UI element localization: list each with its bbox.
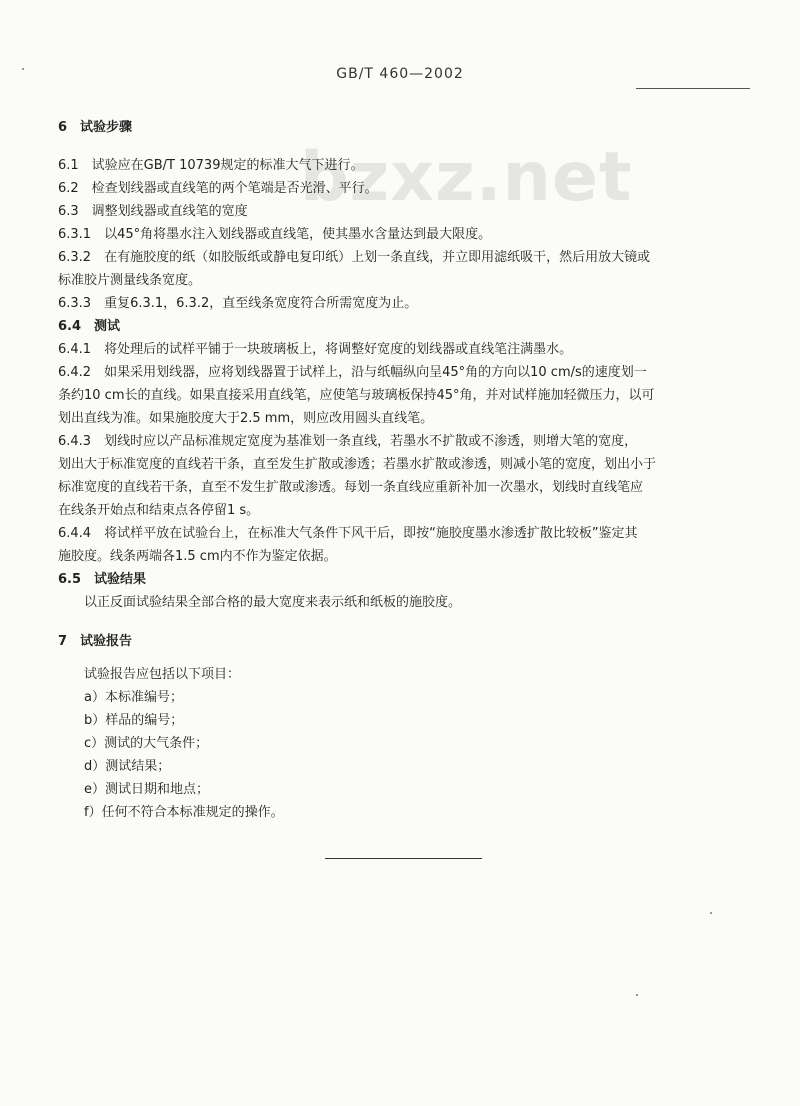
clause-6-3: 6.3 调整划线器或直线笔的宽度 bbox=[58, 204, 248, 219]
report-item-c: c）测试的大气条件； bbox=[84, 736, 209, 751]
header-rule bbox=[636, 88, 750, 89]
scan-speck bbox=[636, 994, 638, 996]
clause-6-4-3-line2: 划出大于标准宽度的直线若干条，直至发生扩散或渗透；若墨水扩散或渗透，则减小笔的宽度，划出小于 bbox=[58, 457, 657, 472]
clause-6-3-2-line1: 6.3.2 在有施胶度的纸（如胶版纸或静电复印纸）上划一条直线，并立即用滤纸吸干，然后用放大镜或 bbox=[58, 250, 651, 265]
clause-6-4: 6.4 测试 bbox=[58, 319, 121, 334]
clause-6-4-4-line2: 施胶度。线条两端各1.5 cm内不作为鉴定依据。 bbox=[58, 549, 337, 564]
report-item-e: e）测试日期和地点； bbox=[84, 782, 209, 797]
clause-6-3-1: 6.3.1 以45°角将墨水注入划线器或直线笔，使其墨水含量达到最大限度。 bbox=[58, 227, 492, 242]
clause-6-3-3: 6.3.3 重复6.3.1，6.3.2，直至线条宽度符合所需宽度为止。 bbox=[58, 296, 418, 311]
clause-6-4-2-line1: 6.4.2 如果采用划线器，应将划线器置于试样上，沿与纸幅纵向呈45°角的方向以10 cm/s的速度划一 bbox=[58, 365, 647, 380]
section-6-heading: 6 试验步骤 bbox=[58, 120, 133, 135]
clause-6-4-1: 6.4.1 将处理后的试样平铺于一块玻璃板上，将调整好宽度的划线器或直线笔注满墨水。 bbox=[58, 342, 573, 357]
clause-6-4-3-line3: 标准宽度的直线若干条，直至不发生扩散或渗透。每划一条直线应重新补加一次墨水，划线时直线笔应 bbox=[58, 480, 644, 495]
clause-6-5: 6.5 试验结果 bbox=[58, 572, 147, 587]
report-item-a: a）本标准编号； bbox=[84, 690, 183, 705]
scan-speck bbox=[22, 68, 24, 70]
clause-6-4-3-line1: 6.4.3 划线时应以产品标准规定宽度为基准划一条直线，若墨水不扩散或不渗透，则增大笔的宽度， bbox=[58, 434, 638, 449]
clause-6-4-4-line1: 6.4.4 将试样平放在试验台上，在标准大气条件下风干后，即按“施胶度墨水渗透扩散比较板”鉴定其 bbox=[58, 526, 638, 541]
clause-6-2: 6.2 检查划线器或直线笔的两个笔端是否光滑、平行。 bbox=[58, 181, 378, 196]
report-intro: 试验报告应包括以下项目： bbox=[84, 667, 241, 682]
end-rule bbox=[325, 858, 482, 859]
report-item-f: f）任何不符合本标准规定的操作。 bbox=[84, 805, 284, 820]
watermark: bzxz.net bbox=[300, 138, 633, 217]
report-item-b: b）样品的编号； bbox=[84, 713, 184, 728]
scan-speck bbox=[710, 912, 712, 914]
clause-6-4-2-line2: 条约10 cm长的直线。如果直接采用直线笔，应使笔与玻璃板保持45°角，并对试样施加轻微压力，以可 bbox=[58, 388, 655, 403]
clause-6-4-3-line4: 在线条开始点和结束点各停留1 s。 bbox=[58, 503, 260, 518]
report-item-d: d）测试结果； bbox=[84, 759, 171, 774]
clause-6-5-text: 以正反面试验结果全部合格的最大宽度来表示纸和纸板的施胶度。 bbox=[84, 595, 462, 610]
clause-6-1: 6.1 试验应在GB/T 10739规定的标准大气下进行。 bbox=[58, 158, 364, 173]
clause-6-4-2-line3: 划出直线为准。如果施胶度大于2.5 mm，则应改用圆头直线笔。 bbox=[58, 411, 434, 426]
section-7-heading: 7 试验报告 bbox=[58, 634, 133, 649]
clause-6-3-2-line2: 标准胶片测量线条宽度。 bbox=[58, 273, 202, 288]
header-standard-code: GB/T 460—2002 bbox=[336, 66, 464, 82]
